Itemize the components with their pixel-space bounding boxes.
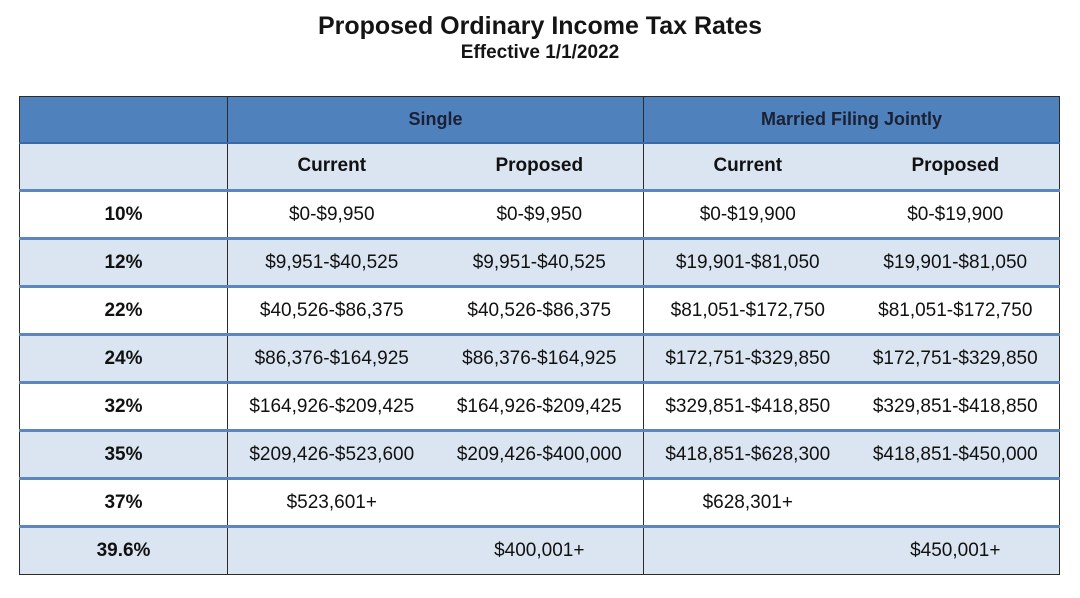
married-current-cell: $418,851-$628,300 bbox=[644, 431, 852, 479]
single-proposed-cell: $400,001+ bbox=[436, 527, 644, 575]
table-row bbox=[20, 479, 1060, 527]
rate-cell: 32% bbox=[20, 383, 228, 431]
single-proposed-cell: $9,951-$40,525 bbox=[436, 239, 644, 287]
married-current-cell: $0-$19,900 bbox=[644, 191, 852, 239]
single-current-cell: $0-$9,950 bbox=[228, 191, 436, 239]
rate-cell: 24% bbox=[20, 335, 228, 383]
married-proposed-cell: $81,051-$172,750 bbox=[852, 287, 1060, 335]
single-current-cell: $164,926-$209,425 bbox=[228, 383, 436, 431]
table-row bbox=[20, 383, 1060, 431]
married-proposed-cell: $19,901-$81,050 bbox=[852, 239, 1060, 287]
header-married-filing-jointly: Married Filing Jointly bbox=[644, 97, 1060, 143]
married-proposed-cell: $329,851-$418,850 bbox=[852, 383, 1060, 431]
single-current-cell: $209,426-$523,600 bbox=[228, 431, 436, 479]
header-corner-cell-lower bbox=[20, 143, 228, 191]
single-proposed-cell: $209,426-$400,000 bbox=[436, 431, 644, 479]
single-proposed-cell: $0-$9,950 bbox=[436, 191, 644, 239]
header-married-current: Current bbox=[644, 143, 852, 191]
header-single-current: Current bbox=[228, 143, 436, 191]
single-current-cell: $86,376-$164,925 bbox=[228, 335, 436, 383]
married-proposed-cell: $0-$19,900 bbox=[852, 191, 1060, 239]
page-subtitle: Effective 1/1/2022 bbox=[460, 42, 620, 63]
header-single-proposed: Proposed bbox=[436, 143, 644, 191]
table-row bbox=[20, 191, 1060, 239]
single-proposed-cell bbox=[436, 479, 644, 527]
married-proposed-cell: $172,751-$329,850 bbox=[852, 335, 1060, 383]
header-row-filing-status bbox=[20, 97, 1060, 143]
header-row-period bbox=[20, 143, 1060, 191]
rate-cell: 12% bbox=[20, 239, 228, 287]
single-current-cell: $9,951-$40,525 bbox=[228, 239, 436, 287]
single-current-cell bbox=[228, 527, 436, 575]
table-row bbox=[20, 335, 1060, 383]
married-proposed-cell: $450,001+ bbox=[910, 540, 1001, 561]
rate-cell: 39.6% bbox=[20, 527, 228, 575]
rate-cell: 22% bbox=[20, 287, 228, 335]
page-title: Proposed Ordinary Income Tax Rates bbox=[317, 12, 763, 40]
table-row bbox=[20, 239, 1060, 287]
header-married-proposed: Proposed bbox=[852, 143, 1060, 191]
single-proposed-cell: $40,526-$86,375 bbox=[436, 287, 644, 335]
single-proposed-cell: $86,376-$164,925 bbox=[436, 335, 644, 383]
tax-rates-table bbox=[19, 96, 1060, 575]
married-current-cell: $19,901-$81,050 bbox=[644, 239, 852, 287]
tax-rates-body bbox=[20, 191, 1060, 575]
single-current-cell: $40,526-$86,375 bbox=[228, 287, 436, 335]
married-current-cell: $81,051-$172,750 bbox=[644, 287, 852, 335]
married-current-cell: $628,301+ bbox=[644, 479, 852, 527]
married-proposed-cell: $418,851-$450,000 bbox=[852, 431, 1060, 479]
table-row bbox=[20, 287, 1060, 335]
married-current-cell: $172,751-$329,850 bbox=[644, 335, 852, 383]
header-corner-cell bbox=[20, 97, 228, 143]
table-row bbox=[20, 527, 1060, 575]
single-current-cell: $523,601+ bbox=[228, 479, 436, 527]
married-proposed-cell bbox=[852, 479, 1060, 527]
rate-cell: 10% bbox=[20, 191, 228, 239]
title-block bbox=[0, 10, 1080, 64]
rate-cell: 35% bbox=[20, 431, 228, 479]
single-proposed-cell: $164,926-$209,425 bbox=[436, 383, 644, 431]
rate-cell: 37% bbox=[20, 479, 228, 527]
header-single: Single bbox=[228, 97, 644, 143]
married-current-cell: $329,851-$418,850 bbox=[644, 383, 852, 431]
table-row bbox=[20, 431, 1060, 479]
married-current-cell bbox=[644, 527, 852, 575]
